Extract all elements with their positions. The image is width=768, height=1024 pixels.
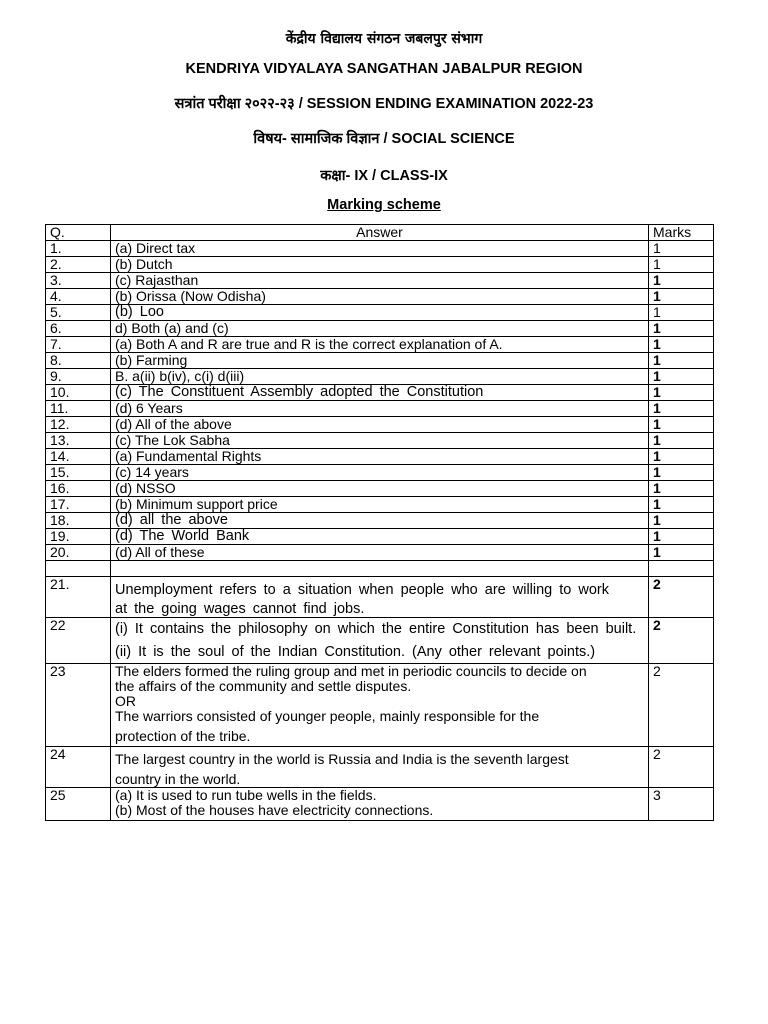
- question-number: 3.: [46, 273, 111, 289]
- answer-line: OR: [115, 693, 136, 709]
- marks-cell: 1: [649, 369, 714, 385]
- marks-cell: 1: [649, 289, 714, 305]
- table-row: [46, 481, 714, 497]
- answer-cell: (d) 6 Years: [111, 401, 649, 417]
- question-number: 1.: [46, 241, 111, 257]
- table-row: [46, 449, 714, 465]
- table-row: [46, 241, 714, 257]
- question-number: 21.: [46, 577, 111, 618]
- answer-cell: d) Both (a) and (c): [111, 321, 649, 337]
- table-row: [46, 289, 714, 305]
- marks-cell: 1: [649, 433, 714, 449]
- answer-cell: (b) Loo: [111, 305, 649, 321]
- answer-line: country in the world.: [115, 771, 241, 787]
- marks-cell: 1: [649, 465, 714, 481]
- answer-cell: (a) Both A and R are true and R is the correct explanation of A.: [111, 337, 649, 353]
- marks-cell: 1: [649, 385, 714, 401]
- marks-cell: 2: [649, 577, 714, 618]
- marks-cell: 1: [649, 545, 714, 561]
- marks-cell: 1: [649, 449, 714, 465]
- question-number: 20.: [46, 545, 111, 561]
- answer-cell: [111, 618, 649, 664]
- table-row: [46, 273, 714, 289]
- answer-cell: (b) Minimum support price: [111, 497, 649, 513]
- question-number: 15.: [46, 465, 111, 481]
- question-number: 11.: [46, 401, 111, 417]
- table-row: [46, 747, 714, 788]
- header-q: Q.: [46, 225, 111, 241]
- table-row: [46, 465, 714, 481]
- question-number: [46, 561, 111, 577]
- table-row: [46, 417, 714, 433]
- question-number: 12.: [46, 417, 111, 433]
- marks-cell: 1: [649, 401, 714, 417]
- question-number: 5.: [46, 305, 111, 321]
- marks-cell: 1: [649, 273, 714, 289]
- answer-cell: (d) All of these: [111, 545, 649, 561]
- table-row: [46, 305, 714, 321]
- marks-cell: 1: [649, 513, 714, 529]
- marks-cell: 1: [649, 497, 714, 513]
- question-number: 4.: [46, 289, 111, 305]
- table-row: [46, 664, 714, 747]
- answer-line: Unemployment refers to a situation when people who are willing to work: [115, 582, 610, 598]
- table-row: [46, 401, 714, 417]
- answer-cell: (b) Dutch: [111, 257, 649, 273]
- marks-cell: 1: [649, 321, 714, 337]
- marks-cell: 1: [649, 481, 714, 497]
- class-heading: कक्षा- IX / CLASS-IX: [320, 168, 448, 184]
- marks-cell: [649, 561, 714, 577]
- question-number: 9.: [46, 369, 111, 385]
- marks-cell: 1: [649, 305, 714, 321]
- answer-cell: (b) Farming: [111, 353, 649, 369]
- marks-cell: 1: [649, 257, 714, 273]
- marks-cell: 2: [649, 664, 714, 747]
- header-answer: Answer: [111, 225, 649, 241]
- answer-cell: (d) All of the above: [111, 417, 649, 433]
- question-number: 8.: [46, 353, 111, 369]
- question-number: 14.: [46, 449, 111, 465]
- table-row: [46, 385, 714, 401]
- answer-cell: [111, 577, 649, 618]
- question-number: 16.: [46, 481, 111, 497]
- answer-cell: [111, 664, 649, 747]
- answer-line: (b) Most of the houses have electricity connections.: [115, 802, 434, 818]
- answer-cell: (c) The Constituent Assembly adopted the Constitution: [111, 385, 649, 401]
- hindi-org-heading: केंद्रीय विद्यालय संगठन जबलपुर संभाग: [285, 31, 483, 47]
- document-title: Marking scheme: [327, 197, 441, 213]
- question-number: 7.: [46, 337, 111, 353]
- table-row: [46, 513, 714, 529]
- table-row: [46, 337, 714, 353]
- answer-cell: [111, 561, 649, 577]
- answer-line: (i) It contains the philosophy on which the entire Constitution has been built.: [115, 621, 637, 637]
- answer-cell: [111, 788, 649, 821]
- marks-cell: 2: [649, 747, 714, 788]
- answer-line: The warriors consisted of younger people, mainly responsible for the: [115, 708, 540, 724]
- answer-line: The largest country in the world is Russia and India is the seventh largest: [115, 751, 569, 767]
- marks-cell: 1: [649, 241, 714, 257]
- question-number: 17.: [46, 497, 111, 513]
- answer-line: the affairs of the community and settle disputes.: [115, 678, 412, 694]
- table-row-blank: [46, 561, 714, 577]
- table-row: [46, 369, 714, 385]
- table-row: [46, 257, 714, 273]
- answer-cell: (d) The World Bank: [111, 529, 649, 545]
- question-number: 23: [46, 664, 111, 747]
- answer-cell: (d) all the above: [111, 513, 649, 529]
- answer-cell: (c) 14 years: [111, 465, 649, 481]
- marks-cell: 1: [649, 529, 714, 545]
- table-row: [46, 788, 714, 821]
- question-number: 10.: [46, 385, 111, 401]
- table-row: [46, 321, 714, 337]
- table-row: [46, 545, 714, 561]
- answer-cell: (a) Direct tax: [111, 241, 649, 257]
- answer-line: at the going wages cannot find jobs.: [115, 601, 365, 617]
- answer-line: protection of the tribe.: [115, 728, 251, 744]
- table-row: [46, 353, 714, 369]
- table-row: [46, 529, 714, 545]
- marks-cell: 1: [649, 337, 714, 353]
- answer-cell: (b) Orissa (Now Odisha): [111, 289, 649, 305]
- marks-cell: 1: [649, 417, 714, 433]
- subject-heading: विषय- सामाजिक विज्ञान / SOCIAL SCIENCE: [253, 131, 515, 147]
- table-row: [46, 577, 714, 618]
- answer-cell: [111, 747, 649, 788]
- answer-line: (ii) It is the soul of the Indian Constitution. (Any other relevant points.): [115, 644, 596, 660]
- marks-cell: 2: [649, 618, 714, 664]
- marking-scheme-table: [45, 224, 714, 821]
- answer-cell: (c) The Lok Sabha: [111, 433, 649, 449]
- answer-line: The elders formed the ruling group and met in periodic councils to decide on: [115, 663, 587, 679]
- exam-heading: सत्रांत परीक्षा २०२२-२३ / SESSION ENDING EXAMINATION 2022-23: [174, 96, 594, 112]
- answer-cell: B. a(ii) b(iv), c(i) d(iii): [111, 369, 649, 385]
- table-header-row: [46, 225, 714, 241]
- answer-cell: (d) NSSO: [111, 481, 649, 497]
- table-row: [46, 618, 714, 664]
- table-row: [46, 433, 714, 449]
- question-number: 24: [46, 747, 111, 788]
- question-number: 18.: [46, 513, 111, 529]
- table-row: [46, 497, 714, 513]
- question-number: 25: [46, 788, 111, 821]
- answer-line: (a) It is used to run tube wells in the fields.: [115, 787, 377, 803]
- header-marks: Marks: [649, 225, 714, 241]
- answer-cell: (c) Rajasthan: [111, 273, 649, 289]
- question-number: 6.: [46, 321, 111, 337]
- marks-cell: 1: [649, 353, 714, 369]
- org-heading: KENDRIYA VIDYALAYA SANGATHAN JABALPUR REGION: [185, 61, 583, 77]
- marks-cell: 3: [649, 788, 714, 821]
- question-number: 13.: [46, 433, 111, 449]
- question-number: 2.: [46, 257, 111, 273]
- question-number: 22: [46, 618, 111, 664]
- question-number: 19.: [46, 529, 111, 545]
- answer-cell: (a) Fundamental Rights: [111, 449, 649, 465]
